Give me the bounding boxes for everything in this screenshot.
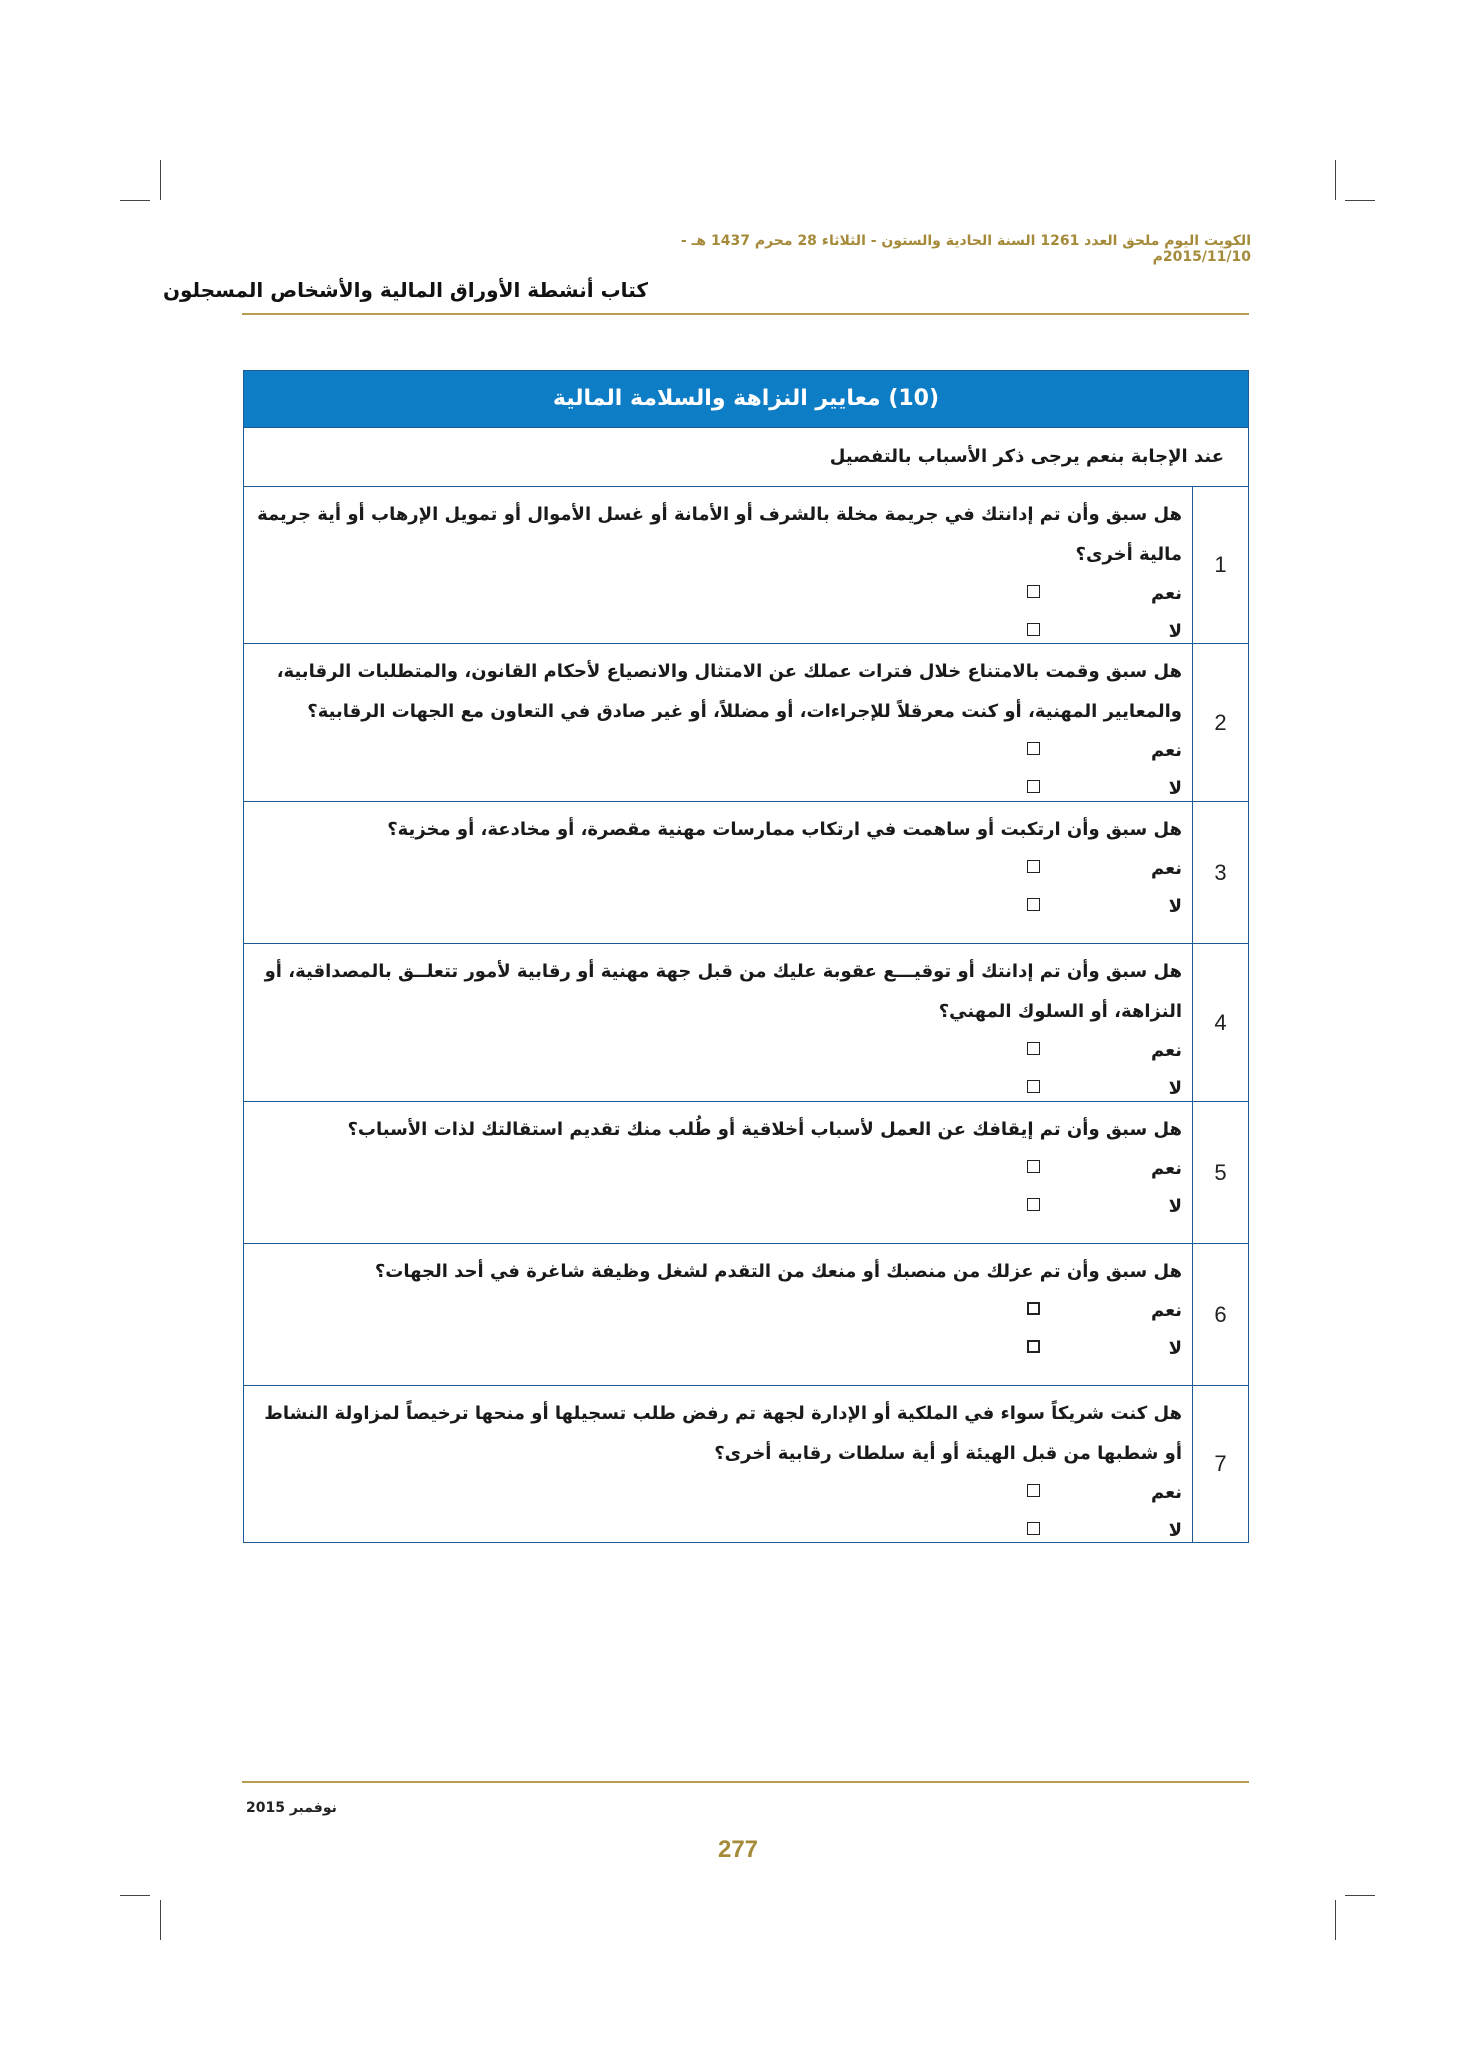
question-number: 6 (1192, 1244, 1248, 1385)
no-label: لا (1168, 1338, 1182, 1359)
question-row (244, 801, 1248, 943)
question-text: هل كنت شريكاً سواء في الملكية أو الإدارة لجهة تم رفض طلب تسجيلها أو منحها ترخيصاً لمزاولة النشاط أو شطبها من قبل الهيئة أو أية سلطات رقابية أخرى؟ (264, 1403, 1182, 1464)
question-row (244, 1243, 1248, 1385)
yes-label: نعم (1150, 1482, 1182, 1503)
option-no (252, 613, 1182, 651)
yes-checkbox[interactable] (1027, 1160, 1040, 1173)
option-no (252, 770, 1182, 808)
question-number: 3 (1192, 802, 1248, 943)
section-intro: عند الإجابة بنعم يرجى ذكر الأسباب بالتفصيل (244, 427, 1248, 486)
question-number: 7 (1192, 1386, 1248, 1542)
no-label: لا (1168, 1078, 1182, 1099)
footer-date: نوفمبر 2015 (246, 1800, 337, 1816)
yes-label: نعم (1150, 1300, 1182, 1321)
crop-mark (1345, 200, 1375, 201)
yes-label: نعم (1150, 583, 1182, 604)
question-number: 5 (1192, 1102, 1248, 1243)
option-no (252, 888, 1182, 926)
yes-checkbox[interactable] (1027, 585, 1040, 598)
no-label: لا (1168, 621, 1182, 642)
crop-mark (1335, 1900, 1336, 1940)
question-text: هل سبق وأن تم إيقافك عن العمل لأسباب أخلاقية أو طُلب منك تقديم استقالتك لذات الأسباب؟ (347, 1119, 1182, 1140)
no-checkbox[interactable] (1027, 780, 1040, 793)
integrity-questionnaire (243, 370, 1249, 1543)
question-row (244, 1385, 1248, 1542)
yes-checkbox[interactable] (1027, 860, 1040, 873)
no-checkbox[interactable] (1027, 898, 1040, 911)
question-body (244, 944, 1192, 1101)
option-no (252, 1330, 1182, 1368)
section-title: (10) معايير النزاهة والسلامة المالية (244, 371, 1248, 427)
option-yes (252, 1474, 1182, 1512)
yes-label: نعم (1150, 740, 1182, 761)
option-yes (252, 1150, 1182, 1188)
page-number: 277 (717, 1836, 759, 1863)
option-no (252, 1188, 1182, 1226)
no-label: لا (1168, 1520, 1182, 1541)
no-checkbox[interactable] (1027, 1522, 1040, 1535)
question-body (244, 487, 1192, 643)
option-no (252, 1512, 1182, 1550)
no-label: لا (1168, 778, 1182, 799)
yes-label: نعم (1150, 858, 1182, 879)
yes-checkbox[interactable] (1027, 742, 1040, 755)
question-text: هل سبق وأن تم عزلك من منصبك أو منعك من التقدم لشغل وظيفة شاغرة في أحد الجهات؟ (374, 1261, 1182, 1282)
crop-mark (1335, 160, 1336, 200)
option-yes (252, 1032, 1182, 1070)
question-number: 4 (1192, 944, 1248, 1101)
option-yes (252, 575, 1182, 613)
option-yes (252, 1292, 1182, 1330)
question-row (244, 943, 1248, 1101)
question-text: هل سبق وأن ارتكبت أو ساهمت في ارتكاب ممارسات مهنية مقصرة، أو مخادعة، أو مخزية؟ (387, 819, 1182, 840)
question-body (244, 644, 1192, 801)
crop-mark (160, 1900, 161, 1940)
option-yes (252, 732, 1182, 770)
no-checkbox[interactable] (1027, 1340, 1040, 1353)
crop-mark (120, 200, 150, 201)
footer-divider (242, 1781, 1249, 1783)
question-row (244, 1101, 1248, 1243)
question-body (244, 1244, 1192, 1385)
question-body (244, 802, 1192, 943)
yes-label: نعم (1150, 1158, 1182, 1179)
no-label: لا (1168, 1196, 1182, 1217)
question-text: هل سبق وأن تم إدانتك أو توقيـــع عقوبة عليك من قبل جهة مهنية أو رقابية لأمور تتعلــق بالمصداقية، أو النزاهة، أو السلوك المهني؟ (264, 961, 1182, 1022)
question-text: هل سبق وقمت بالامتناع خلال فترات عملك عن الامتثال والانصياع لأحكام القانون، والمتطلبات الرقابية، والمعايير المهنية، أو كنت معرقلاً للإجراءات، أو مضللاً، أو غير صادق في التعاون مع الجهات الرقابية؟ (276, 661, 1182, 722)
question-row (244, 486, 1248, 643)
option-yes (252, 850, 1182, 888)
question-row (244, 643, 1248, 801)
question-number: 2 (1192, 644, 1248, 801)
book-title: كتاب أنشطة الأوراق المالية والأشخاص المسجلون (162, 278, 648, 302)
question-body (244, 1102, 1192, 1243)
yes-label: نعم (1150, 1040, 1182, 1061)
option-no (252, 1070, 1182, 1108)
crop-mark (160, 160, 161, 200)
yes-checkbox[interactable] (1027, 1484, 1040, 1497)
no-checkbox[interactable] (1027, 1080, 1040, 1093)
question-body (244, 1386, 1192, 1542)
no-label: لا (1168, 896, 1182, 917)
question-number: 1 (1192, 487, 1248, 643)
crop-mark (1345, 1895, 1375, 1896)
yes-checkbox[interactable] (1027, 1042, 1040, 1055)
masthead: الكويت اليوم ملحق العدد 1261 السنة الحادية والستون - الثلاثاء 28 محرم 1437 هـ - 2015/11/10م (680, 233, 1251, 265)
no-checkbox[interactable] (1027, 1198, 1040, 1211)
yes-checkbox[interactable] (1027, 1302, 1040, 1315)
header-divider (242, 313, 1249, 315)
no-checkbox[interactable] (1027, 623, 1040, 636)
crop-mark (120, 1895, 150, 1896)
question-text: هل سبق وأن تم إدانتك في جريمة مخلة بالشرف أو الأمانة أو غسل الأموال أو تمويل الإرهاب أو أية جريمة مالية أخرى؟ (257, 504, 1182, 565)
